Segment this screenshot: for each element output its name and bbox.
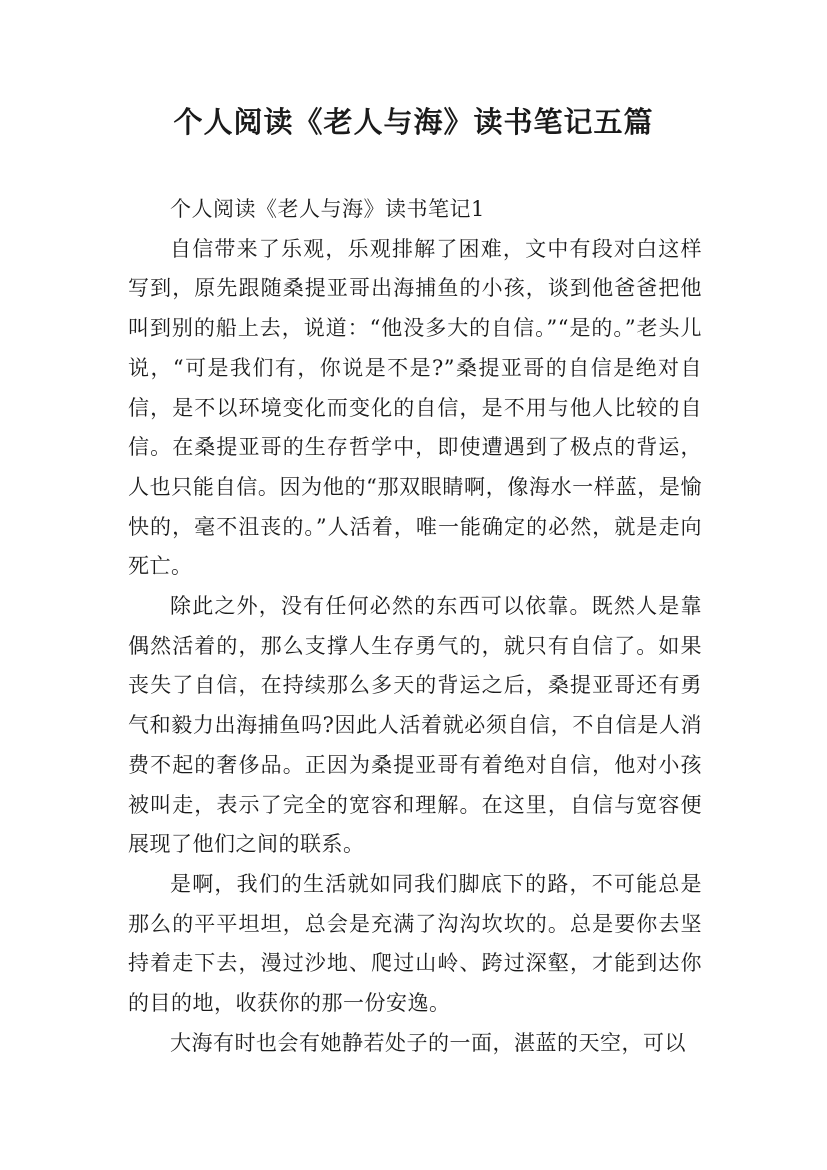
paragraph-3: 是啊，我们的生活就如同我们脚底下的路，不可能总是那么的平平坦坦，总会是充满了沟沟坎坎的。总是要你去坚持着走下去，漫过沙地、爬过山岭、跨过深壑，才能到达你的目的地，收获你的那一份安逸。 — [128, 871, 702, 1016]
paragraph-2: 除此之外，没有任何必然的东西可以依靠。既然人是靠偶然活着的，那么支撑人生存勇气的，就只有自信了。如果丧失了自信，在持续那么多天的背运之后，桑提亚哥还有勇气和毅力出海捕鱼吗?因此人活着就必须自信，不自信是人消费不起的奢侈品。正因为桑提亚哥有着绝对自信，他对小孩被叫走，表示了完全的宽容和理解。在这里，自信与宽容便展现了他们之间的联系。 — [128, 594, 702, 857]
paragraph-4: 大海有时也会有她静若处子的一面，湛蓝的天空，可以 — [170, 1030, 686, 1055]
paragraph-1: 自信带来了乐观，乐观排解了困难，文中有段对白这样写到，原先跟随桑提亚哥出海捕鱼的小孩，谈到他爸爸把他叫到别的船上去，说道：“他没多大的自信。”“是的。”老头儿说，“可是我们有，你说是不是?”桑提亚哥的自信是绝对自信，是不以环境变化而变化的自信，是不用与他人比较的自信。在桑提亚哥的生存哲学中，即使遭遇到了极点的背运，人也只能自信。因为他的“那双眼睛啊，像海水一样蓝，是愉快的，毫不沮丧的。”人活着，唯一能确定的必然，就是走向死亡。 — [128, 236, 702, 579]
document-title: 个人阅读《老人与海》读书笔记五篇 — [173, 105, 654, 139]
document-body — [128, 190, 702, 1063]
section-heading: 个人阅读《老人与海》读书笔记1 — [170, 197, 485, 221]
